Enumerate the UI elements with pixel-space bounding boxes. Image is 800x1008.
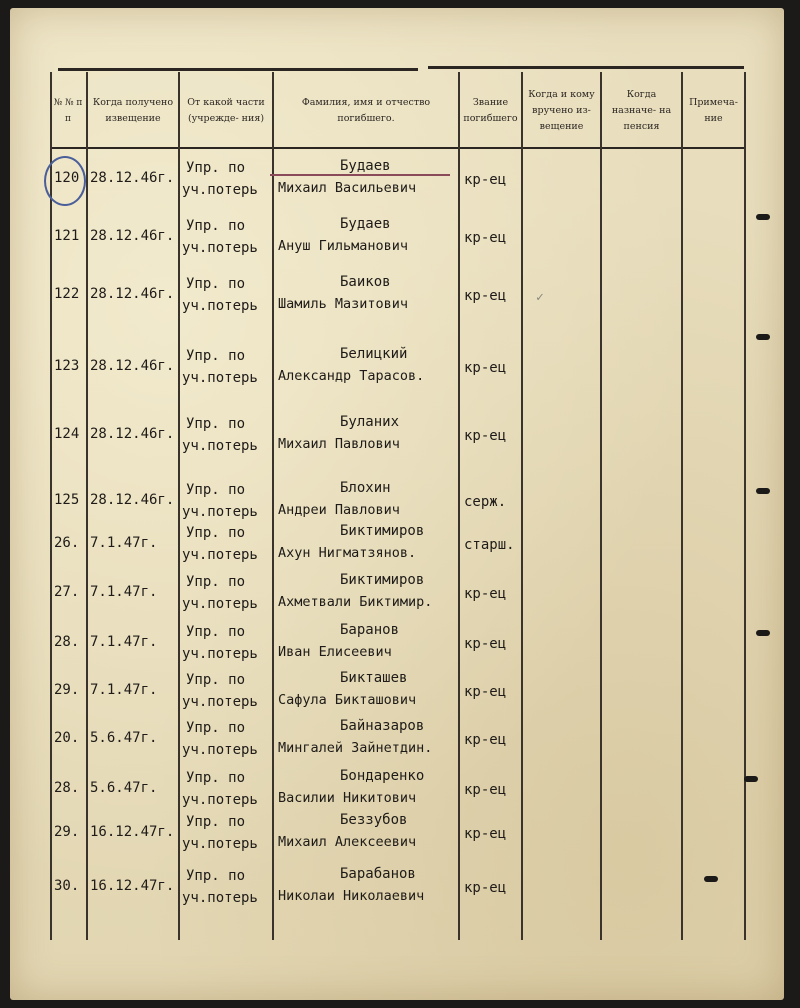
header-name: Фамилия, имя и отчество погибшего. bbox=[301, 97, 431, 124]
row-number: 26. bbox=[54, 535, 80, 551]
row-given-name: Ахун Нигматзянов. bbox=[278, 545, 417, 561]
row-rank: кр-ец bbox=[464, 288, 507, 304]
top-rule-left bbox=[58, 68, 418, 71]
row-number: 120 bbox=[54, 170, 80, 186]
row-number: 121 bbox=[54, 228, 80, 244]
col-line-2 bbox=[86, 72, 88, 940]
row-unit-line2: уч.потерь bbox=[182, 547, 258, 563]
binding-hole bbox=[756, 214, 770, 220]
row-unit-line2: уч.потерь bbox=[182, 182, 258, 198]
row-surname: Биктимиров bbox=[340, 572, 425, 588]
row-unit-line1: Упр. по bbox=[186, 416, 246, 432]
row-unit-line1: Упр. по bbox=[186, 218, 246, 234]
row-unit-line1: Упр. по bbox=[186, 276, 246, 292]
row-rank: кр-ец bbox=[464, 684, 507, 700]
row-date: 28.12.46г. bbox=[90, 170, 175, 186]
row-rank: кр-ец bbox=[464, 360, 507, 376]
row-unit-line1: Упр. по bbox=[186, 720, 246, 736]
row-surname: Баиков bbox=[340, 274, 391, 290]
row-unit-line2: уч.потерь bbox=[182, 792, 258, 808]
row-unit-line2: уч.потерь bbox=[182, 694, 258, 710]
row-rank: кр-ец bbox=[464, 172, 507, 188]
row-date: 5.6.47г. bbox=[90, 730, 158, 746]
row-number: 124 bbox=[54, 426, 80, 442]
col-line-3 bbox=[178, 72, 180, 940]
row-unit-line1: Упр. по bbox=[186, 348, 246, 364]
row-surname: Байназаров bbox=[340, 718, 425, 734]
row-unit-line1: Упр. по bbox=[186, 160, 246, 176]
row-given-name: Ануш Гильманович bbox=[278, 238, 409, 254]
row-unit-line2: уч.потерь bbox=[182, 836, 258, 852]
col-line-5 bbox=[458, 72, 460, 940]
row-number: 122 bbox=[54, 286, 80, 302]
col-line-7 bbox=[600, 72, 602, 940]
row-surname: Биктимиров bbox=[340, 523, 425, 539]
header-rank: Звание погибшего bbox=[463, 97, 518, 124]
row-unit-line2: уч.потерь bbox=[182, 596, 258, 612]
row-number: 123 bbox=[54, 358, 80, 374]
row-given-name: Александр Тарасов. bbox=[278, 368, 425, 384]
row-rank: кр-ец bbox=[464, 230, 507, 246]
header-unit: От какой части (учрежде- ния) bbox=[187, 97, 265, 124]
row-given-name: Василии Никитович bbox=[278, 790, 417, 806]
binding-hole bbox=[704, 876, 718, 882]
row-rank: кр-ец bbox=[464, 428, 507, 444]
row-surname: Барабанов bbox=[340, 866, 416, 882]
row-date: 28.12.46г. bbox=[90, 358, 175, 374]
row-unit-line1: Упр. по bbox=[186, 814, 246, 830]
strike-through bbox=[270, 174, 450, 176]
row-surname: Блохин bbox=[340, 480, 391, 496]
row-date: 28.12.46г. bbox=[90, 286, 175, 302]
row-number: 29. bbox=[54, 682, 80, 698]
row-number: 28. bbox=[54, 634, 80, 650]
row-date: 16.12.47г. bbox=[90, 878, 175, 894]
row-surname: Белицкий bbox=[340, 346, 408, 362]
row-unit-line2: уч.потерь bbox=[182, 438, 258, 454]
row-date: 7.1.47г. bbox=[90, 535, 158, 551]
row-unit-line2: уч.потерь bbox=[182, 298, 258, 314]
row-number: 28. bbox=[54, 780, 80, 796]
row-unit-line2: уч.потерь bbox=[182, 646, 258, 662]
row-given-name: Иван Елисеевич bbox=[278, 644, 392, 660]
row-rank: серж. bbox=[464, 494, 507, 510]
row-date: 28.12.46г. bbox=[90, 492, 175, 508]
row-date: 7.1.47г. bbox=[90, 584, 158, 600]
row-unit-line1: Упр. по bbox=[186, 624, 246, 640]
header-num: № № п п bbox=[53, 98, 83, 124]
row-number: 20. bbox=[54, 730, 80, 746]
row-date: 7.1.47г. bbox=[90, 682, 158, 698]
row-unit-line1: Упр. по bbox=[186, 672, 246, 688]
row-rank: кр-ец bbox=[464, 732, 507, 748]
row-rank: старш. bbox=[464, 537, 515, 553]
header-date: Когда получено извещение bbox=[92, 97, 174, 124]
row-date: 7.1.47г. bbox=[90, 634, 158, 650]
col-line-1 bbox=[50, 72, 52, 940]
binding-hole bbox=[756, 488, 770, 494]
row-given-name: Шамиль Мазитович bbox=[278, 296, 409, 312]
row-number: 27. bbox=[54, 584, 80, 600]
row-rank: кр-ец bbox=[464, 586, 507, 602]
check-mark: ✓ bbox=[536, 290, 544, 305]
row-unit-line1: Упр. по bbox=[186, 770, 246, 786]
binding-hole bbox=[756, 334, 770, 340]
row-unit-line2: уч.потерь bbox=[182, 240, 258, 256]
header-delivered: Когда и кому вручено из- вещение bbox=[528, 89, 595, 132]
row-unit-line1: Упр. по bbox=[186, 868, 246, 884]
row-date: 28.12.46г. bbox=[90, 426, 175, 442]
row-unit-line1: Упр. по bbox=[186, 525, 246, 541]
row-date: 28.12.46г. bbox=[90, 228, 175, 244]
row-given-name: Михаил Павлович bbox=[278, 436, 400, 452]
col-line-6 bbox=[521, 72, 523, 940]
row-given-name: Николаи Николаевич bbox=[278, 888, 425, 904]
row-date: 16.12.47г. bbox=[90, 824, 175, 840]
row-rank: кр-ец bbox=[464, 826, 507, 842]
row-unit-line2: уч.потерь bbox=[182, 890, 258, 906]
row-unit-line2: уч.потерь bbox=[182, 742, 258, 758]
col-line-8 bbox=[681, 72, 683, 940]
row-number: 29. bbox=[54, 824, 80, 840]
row-number: 30. bbox=[54, 878, 80, 894]
row-surname: Буланих bbox=[340, 414, 400, 430]
row-unit-line1: Упр. по bbox=[186, 574, 246, 590]
row-given-name: Мингалей Зайнетдин. bbox=[278, 740, 433, 756]
row-given-name: Андреи Павлович bbox=[278, 502, 400, 518]
row-given-name: Ахметвали Биктимир. bbox=[278, 594, 433, 610]
row-rank: кр-ец bbox=[464, 782, 507, 798]
header-bottom-rule bbox=[50, 147, 744, 149]
row-unit-line2: уч.потерь bbox=[182, 370, 258, 386]
row-surname: Бондаренко bbox=[340, 768, 425, 784]
row-rank: кр-ец bbox=[464, 880, 507, 896]
row-surname: Будаев bbox=[340, 216, 391, 232]
row-unit-line2: уч.потерь bbox=[182, 504, 258, 520]
row-given-name: Михаил Алексеевич bbox=[278, 834, 417, 850]
row-number: 125 bbox=[54, 492, 80, 508]
col-line-9 bbox=[744, 72, 746, 940]
row-surname: Баранов bbox=[340, 622, 400, 638]
header-pension: Когда назначе- на пенсия bbox=[611, 89, 672, 132]
row-surname: Беззубов bbox=[340, 812, 408, 828]
row-unit-line1: Упр. по bbox=[186, 482, 246, 498]
header-note: Примеча- ние bbox=[689, 97, 738, 124]
binding-hole bbox=[756, 630, 770, 636]
col-line-4 bbox=[272, 72, 274, 940]
row-rank: кр-ец bbox=[464, 636, 507, 652]
row-date: 5.6.47г. bbox=[90, 780, 158, 796]
row-given-name: Михаил Васильевич bbox=[278, 180, 417, 196]
top-rule-right bbox=[428, 66, 744, 69]
row-surname: Будаев bbox=[340, 158, 391, 174]
binding-hole bbox=[744, 776, 758, 782]
row-given-name: Сафула Бикташович bbox=[278, 692, 417, 708]
row-surname: Бикташев bbox=[340, 670, 408, 686]
